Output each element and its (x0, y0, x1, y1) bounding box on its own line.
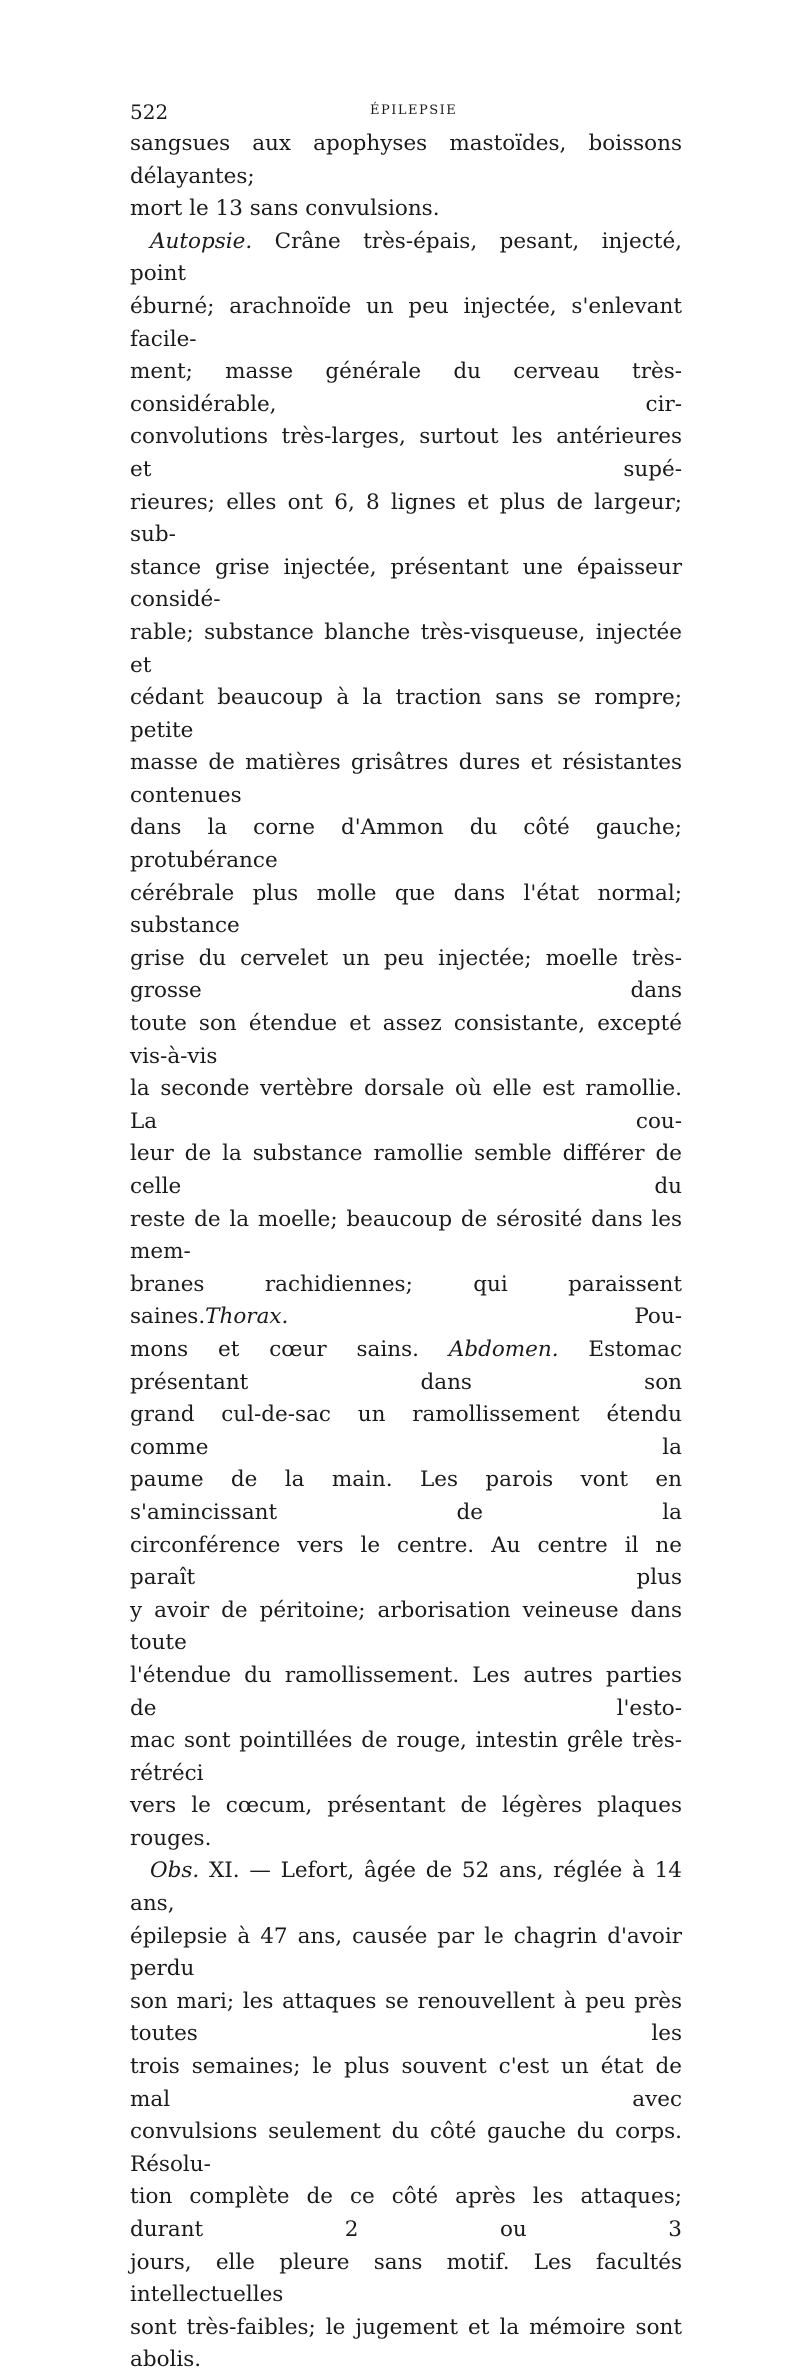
text-line (130, 1855, 682, 1920)
text-line: grand cul-de-sac un ramollissement étendu comme la (130, 1402, 682, 1460)
text-fragment: Pou- (288, 1304, 682, 1330)
text-line: rable; substance blanche très-visqueuse, injectée et (130, 619, 682, 678)
abdomen-heading: Abdomen. (448, 1336, 559, 1362)
body-text (130, 128, 682, 2377)
observation-heading: Obs. (150, 1858, 200, 1884)
text-fragment: mons et cœur sains. (130, 1336, 449, 1362)
text-line: convulsions seulement du côté gauche du corps. Résolu- (130, 2119, 682, 2177)
text-line: jours, elle pleure sans motif. Les facultés intellectuelles (130, 2249, 682, 2308)
text-line: leur de la substance ramollie semble différer de celle du (130, 1141, 682, 1199)
text-line: stance grise injectée, présentant une épaisseur considé- (130, 554, 682, 613)
text-line: cédant beaucoup à la traction sans se rompre; petite (130, 685, 682, 743)
page-header (130, 100, 682, 128)
text-line (130, 226, 682, 291)
page-number: 522 (130, 100, 169, 124)
text-line: sont très-faibles; le jugement et la mémoire sont abolis. (130, 2314, 682, 2373)
text-line: tion complète de ce côté après les attaques; durant 2 ou 3 (130, 2184, 682, 2242)
text-line: rieures; elles ont 6, 8 lignes et plus de largeur; sub- (130, 489, 682, 548)
text-line: la seconde vertèbre dorsale où elle est ramollie. La cou- (130, 1076, 682, 1134)
text-line: mort le 13 sans convulsions. (130, 196, 440, 222)
text-line: éburné; arachnoïde un peu injectée, s'enlevant facile- (130, 293, 682, 352)
text-line (130, 1269, 682, 1334)
text-line (130, 1334, 682, 1399)
text-line: toute son étendue et assez consistante, excepté vis-à-vis (130, 1011, 682, 1069)
text-line: sangsues aux apophyses mastoïdes, boissons délayantes; (130, 131, 682, 189)
text-fragment: branes rachidiennes; qui paraissent saines. (130, 1271, 682, 1330)
text-line: épilepsie à 47 ans, causée par le chagrin d'avoir perdu (130, 1923, 682, 1982)
text-line: l'étendue du ramollissement. Les autres parties de l'esto- (130, 1662, 682, 1721)
text-fragment: XI. — Lefort, âgée de 52 ans, réglée à 14 ans, (130, 1858, 682, 1917)
text-line: mac sont pointillées de rouge, intestin grêle très-rétréci (130, 1728, 682, 1786)
text-line: trois semaines; le plus souvent c'est un état de mal avec (130, 2054, 682, 2112)
text-line: grise du cervelet un peu injectée; moelle très-grosse dans (130, 945, 682, 1004)
text-line: paume de la main. Les parois vont en s'amincissant de la (130, 1467, 682, 1525)
book-page (130, 100, 682, 2377)
text-line: ment; masse générale du cerveau très-considérable, cir- (130, 359, 682, 417)
text-fragment: Crâne très-épais, pesant, injecté, point (130, 228, 682, 287)
text-line: masse de matières grisâtres dures et résistantes contenues (130, 750, 682, 808)
running-title: ÉPILEPSIE (370, 103, 458, 118)
text-line: circonférence vers le centre. Au centre il ne paraît plus (130, 1532, 682, 1591)
text-line: y avoir de péritoine; arborisation veineuse dans toute (130, 1597, 682, 1656)
text-fragment: Estomac présentant dans son (130, 1336, 682, 1395)
text-line: convolutions très-larges, surtout les antérieures et supé- (130, 424, 682, 482)
text-line: vers le cœcum, présentant de légères plaques rouges. (130, 1793, 682, 1851)
thorax-heading: Thorax. (205, 1304, 289, 1330)
text-line: dans la corne d'Ammon du côté gauche; protubérance (130, 815, 682, 874)
autopsie-heading: Autopsie. (150, 228, 253, 254)
text-line: son mari; les attaques se renouvellent à peu près toutes les (130, 1988, 682, 2047)
text-line: reste de la moelle; beaucoup de sérosité dans les mem- (130, 1206, 682, 1265)
text-line: cérébrale plus molle que dans l'état normal; substance (130, 880, 682, 939)
